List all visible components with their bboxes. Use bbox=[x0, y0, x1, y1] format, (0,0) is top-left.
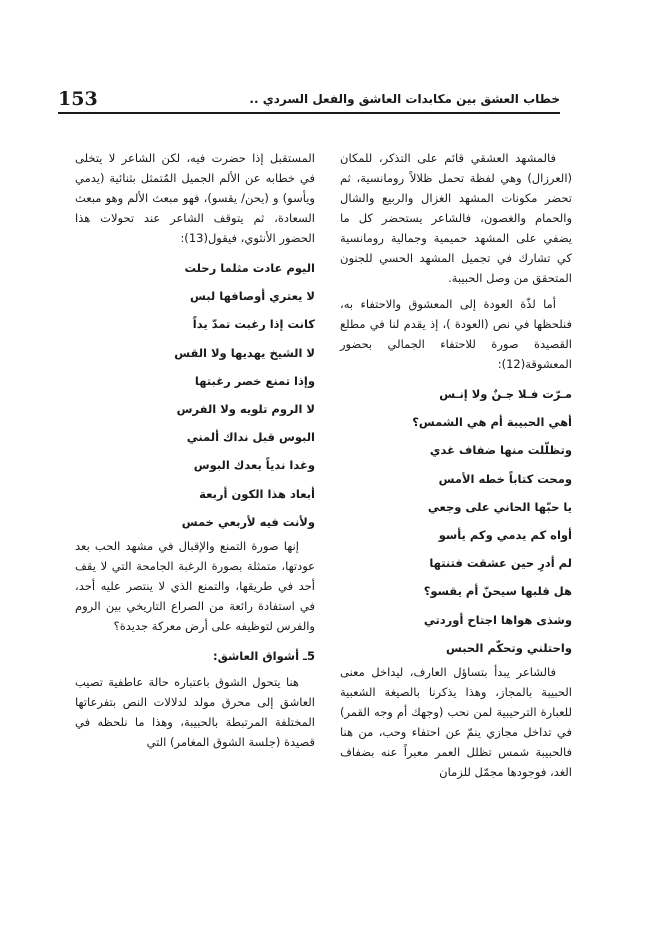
verse-line: لا يعتري أوصافها لبس bbox=[189, 289, 315, 304]
verse-line: واحتلني وتحكّم الحبس bbox=[445, 640, 572, 655]
left-column bbox=[75, 148, 315, 758]
verse-line: البوس قبل نداك ألمني bbox=[186, 430, 315, 445]
header-rule bbox=[58, 112, 560, 114]
verse-line: ومحت كتاباً خطه الأمس bbox=[438, 471, 572, 486]
verse-line: يا حبّها الحاني على وجعي bbox=[427, 499, 572, 514]
verse-line: اليوم عادت مثلما رحلت bbox=[184, 261, 315, 275]
page-header bbox=[58, 88, 560, 110]
verse-line: هل قلبها سيحنّ أم يقسو؟ bbox=[423, 584, 572, 599]
verse-line: لا الشيخ يهديها ولا القس bbox=[174, 345, 315, 360]
paragraph: فالشاعر يبدأ بتساؤل العارف، ليداخل معنى الحبيبة بالمجاز، وهذا يذكرنا بالصيغة الشعبية للعبارة الترحيبية لمن نحب (وجهك أم وجه القمر) في تداخل مجازي ينمّ عن احتفاء وحب، من هنا فالحبيبة شمس تظلل العمر معبراً عنه بضفاف الغد، فوجودها مجمّل للزمان bbox=[340, 665, 572, 780]
paragraph: المستقبل إذا حضرت فيه، لكن الشاعر لا يتخلى في خطابه عن الألم الجميل المُتمثل بثنائية (يدمي ويأسو) و (يحن/ يقسو)، فهو مبعث الألم وهو مبعث السعادة، ثم يتوقف الشاعر عند تحولات هذا الحضور الأنثوي، فيقول(13): bbox=[75, 151, 315, 245]
paragraph: فالمشهد العشقي قائم على التذكر، للمكان (العرزال) وهي لفظة تحمل ظلالاً رومانسية، ثم تحضر مكونات المشهد الغزال والربيع والشال والحمام والغصون، فالشاعر يستحضر كل ما يضفي على المشهد حميمية وجمالية رومانسية كي تشارك في تجميل المشهد الحسي للجنون المتحقق من وصل الحبيبة. bbox=[340, 151, 572, 285]
verse-line: ولأنت فيه لأربعي خمس bbox=[181, 514, 315, 529]
verse-line: لا الروم تلويه ولا الفرس bbox=[176, 402, 315, 417]
verse-line: كانت إذا رغبت تمدّ يداً bbox=[192, 317, 315, 332]
verse-line: أواه كم يدمي وكم يأسو bbox=[438, 528, 572, 543]
verse-line: وإذا تمنع خصر رغبتها bbox=[194, 373, 315, 388]
paragraph: إنها صورة التمنع والإقبال في مشهد الحب بعد عودتها، متمثلة بصورة الرغبة الجامحة التي لا يقف أحد في طريقها، والتمنع الذي لا ينتصر عليه أحد، في استفادة رائعة من الصراع التاريخي بين الروم والفرس لتوظيفه على أرض معركة جديدة؟ bbox=[75, 539, 315, 634]
page-number: 153 bbox=[58, 88, 98, 110]
verse-line: مـرّت فـلا جـنٌ ولا إنـس bbox=[439, 387, 572, 401]
section-heading: 5ـ أشواق العاشق: bbox=[213, 649, 315, 664]
verse-line: وغدا ندياً بعدك البوس bbox=[193, 458, 315, 473]
verse-line: أهي الحبيبة أم هي الشمس؟ bbox=[412, 415, 572, 430]
poem-excerpt bbox=[75, 254, 315, 536]
poem-excerpt bbox=[340, 380, 572, 662]
running-title: خطاب العشق بين مكابدات العاشق والفعل السردي .. bbox=[249, 92, 560, 106]
verse-line: أبعاد هذا الكون أربعة bbox=[199, 486, 315, 501]
right-column bbox=[340, 148, 572, 788]
verse-line: وتظلّلت منها ضفاف غدي bbox=[429, 443, 572, 458]
paragraph: أما لذّة العودة إلى المعشوق والاحتفاء به، فنلحظها في نص (العودة )، إذ يقدم لنا في مطلع القصيدة صورة للاحتفاء الجمالي بحضور المعشوقة(12): bbox=[340, 297, 572, 371]
verse-line: لم أدرِ حين عشقت فتنتها bbox=[429, 556, 572, 571]
paragraph: هنا يتحول الشوق باعتباره حالة عاطفية تصيب العاشق إلى محرق مولد لدلالات النص بتفرعاتها المختلفة المرتبطة بالحبيبة، وهذا ما نلحظه في قصيدة (جلسة الشوق المغامر) التي bbox=[75, 675, 315, 750]
verse-line: وشذى هواها اجتاح أوردتي bbox=[423, 612, 572, 627]
